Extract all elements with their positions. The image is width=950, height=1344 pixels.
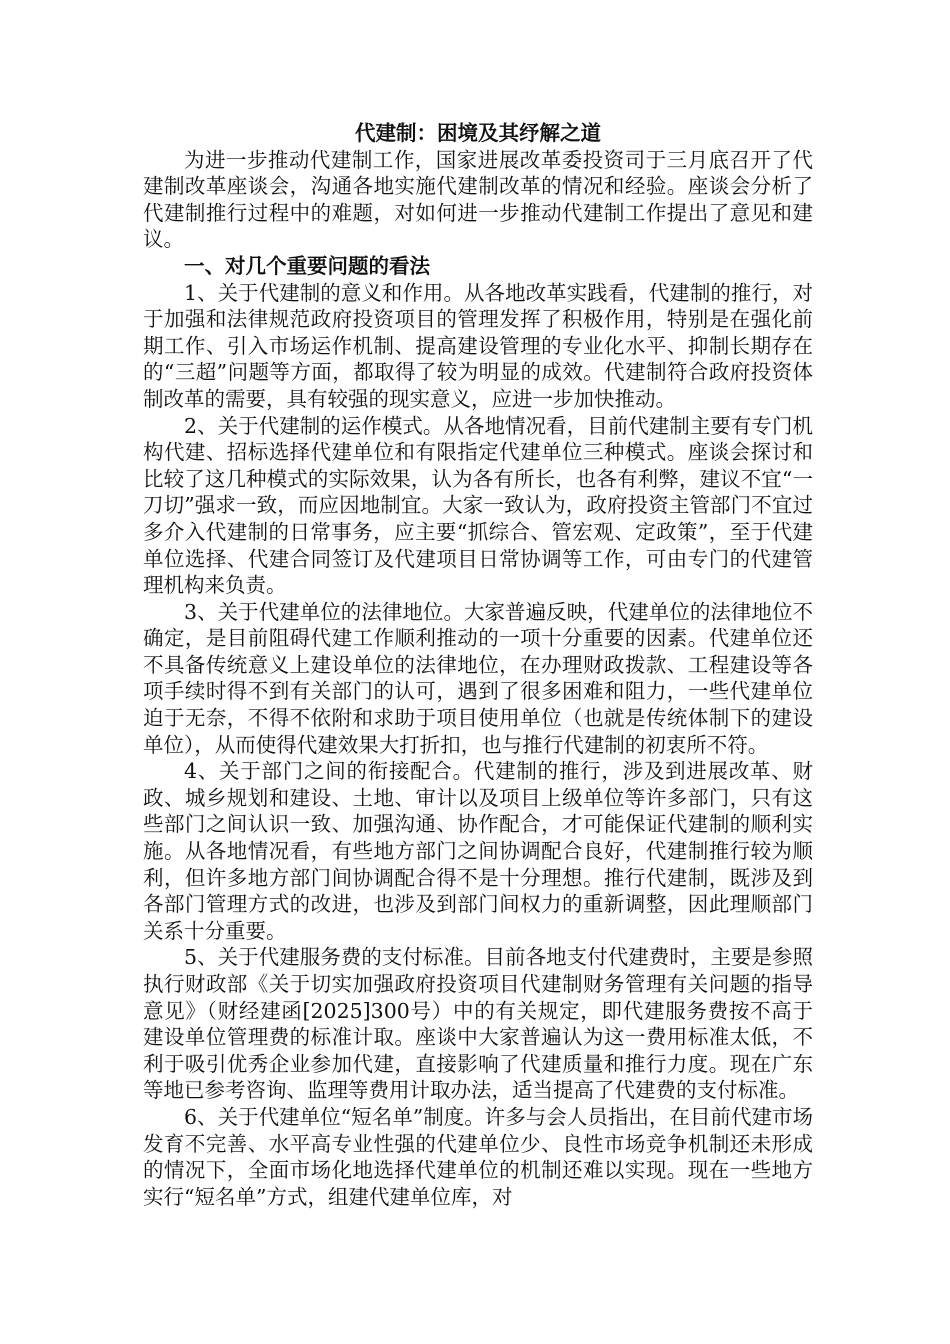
paragraph-2: 2、关于代建制的运作模式。从各地情况看，目前代建制主要有专门机构代建、招标选择代建单位和有限指定代建单位三种模式。座谈会探讨和比较了这几种模式的实际效果，认为各有所长，也各有利弊，建议不宜“一刀切”强求一致，而应因地制宜。大家一致认为，政府投资主管部门不宜过多介入代建制的日常事务，应主要“抓综合、管宏观、定政策”，至于代建单位选择、代建合同签订及代建项目日常协调等工作，可由专门的代建管理机构来负责。 (143, 413, 813, 598)
paragraph-3: 3、关于代建单位的法律地位。大家普遍反映，代建单位的法律地位不确定，是目前阻碍代建工作顺利推动的一项十分重要的因素。代建单位还不具备传统意义上建设单位的法律地位，在办理财政拨款、工程建设等各项手续时得不到有关部门的认可，遇到了很多困难和阻力，一些代建单位迫于无奈，不得不依附和求助于项目使用单位（也就是传统体制下的建设单位），从而使得代建效果大打折扣，也与推行代建制的初衷所不符。 (143, 599, 813, 757)
section-heading: 一、对几个重要问题的看法 (184, 253, 430, 278)
document-title: 代建制：困境及其纾解之道 (355, 121, 601, 145)
intro-paragraph: 为进一步推动代建制工作，国家进展改革委投资司于三月底召开了代建制改革座谈会，沟通各地实施代建制改革的情况和经验。座谈会分析了代建制推行过程中的难题，对如何进一步推动代建制工作提出了意见和建议。 (143, 147, 813, 252)
paragraph-5: 5、关于代建服务费的支付标准。目前各地支付代建费时，主要是参照执行财政部《关于切实加强政府投资项目代建制财务管理有关问题的指导意见》（财经建函[2025]300号）中的有关规定，即代建服务费按不高于建设单位管理费的标准计取。座谈中大家普遍认为这一费用标准太低，不利于吸引优秀企业参加代建，直接影响了代建质量和推行力度。现在广东等地已参考咨询、监理等费用计取办法，适当提高了代建费的支付标准。 (143, 945, 813, 1103)
paragraph-4: 4、关于部门之间的衔接配合。代建制的推行，涉及到进展改革、财政、城乡规划和建设、土地、审计以及项目上级单位等许多部门，只有这些部门之间认识一致、加强沟通、协作配合，才可能保证代建制的顺利实施。从各地情况看，有些地方部门之间协调配合良好，代建制推行较为顺利，但许多地方部门间协调配合得不是十分理想。推行代建制，既涉及到各部门管理方式的改进，也涉及到部门间权力的重新调整，因此理顺部门关系十分重要。 (143, 759, 813, 943)
paragraph-6: 6、关于代建单位“短名单”制度。许多与会人员指出，在目前代建市场发育不完善、水平高专业性强的代建单位少、良性市场竞争机制还未形成的情况下，全面市场化地选择代建单位的机制还难以实现。现在一些地方实行“短名单”方式，组建代建单位库，对 (143, 1104, 813, 1209)
paragraph-1: 1、关于代建制的意义和作用。从各地改革实践看，代建制的推行，对于加强和法律规范政府投资项目的管理发挥了积极作用，特别是在强化前期工作、引入市场运作机制、提高建设管理的专业化水平、抑制长期存在的“三超”问题等方面，都取得了较为明显的成效。代建制符合政府投资体制改革的需要，具有较强的现实意义，应进一步加快推动。 (143, 280, 813, 411)
document-body (143, 120, 813, 1210)
